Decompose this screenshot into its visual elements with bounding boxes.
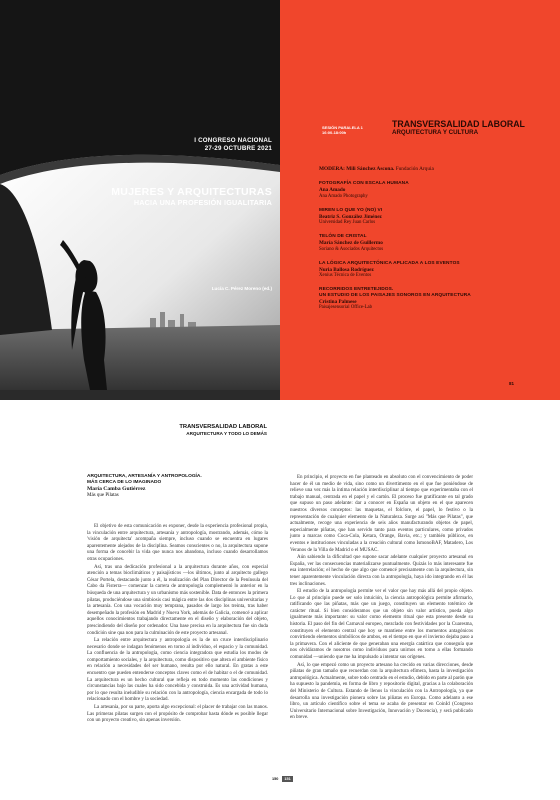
moderator (319, 166, 549, 172)
program-item-affiliation: Ana Amado Photography (319, 193, 368, 199)
program-list (319, 166, 549, 319)
session-label: SESIÓN PARALELA 1 (322, 125, 363, 130)
program-item-speaker: Nuria Ballosa Rodríguez (319, 266, 374, 273)
article-title-line2: MÁS CERCA DE LO IMAGINADO (87, 480, 162, 486)
program-item (319, 261, 549, 279)
program-item-affiliation: Xeníus Técnica de Eventos (319, 273, 372, 279)
program-item (319, 181, 549, 199)
page-number-left: 150 (272, 777, 279, 781)
program-item-affiliation: Universidad Rey Juan Carlos (319, 220, 376, 226)
session-heading-main: TRANSVERSALIDAD LABORAL (392, 119, 525, 129)
editor-credit: Lucía C. Pérez Moreno (ed.) (211, 286, 272, 291)
body-paragraph: La artesanía, por su parte, aporta algo excepcional: el placer de trabajar con las manos. Las primeras pilatas surgen con el propósito de comprobar hasta dónde es posible llegar con un proyecto creativo, sin apenas inversión. (87, 705, 268, 724)
session-tag (322, 125, 363, 135)
article-affiliation: Más que Pilatas (87, 493, 119, 499)
session-heading (392, 119, 525, 137)
article-author: María Camba Gutiérrez (87, 486, 146, 493)
moderator-name: Mili Sánchez Ascona. (346, 166, 395, 172)
program-item-speaker: Beatriz S. González Jiménez (319, 213, 382, 220)
congress-label: I CONGRESO NACIONAL (194, 137, 272, 144)
body-paragraph: En principio, el proyecto en fue planteado en absoluto con el convencimiento de poder hacer de él un medio de vida, sino como un divertimento en el que fue poniéndose de relieve una vez más la íntima relación interdisciplinar al tiempo que experimentaba con el trabajo manual, centrada en el papel y el cartón. El proceso fue gratificante en tal grado que supuso un paso adelante: dar a conocer en España un objeto en el que aparecen nuestros diversos conceptos: las maquetas, el folclore, el papel, lo festivo o la representación de cualquier elemento de la Naturaleza. Surge así "Más que Pilatas", que actualmente, recoge una experiencia de seis años manufacturando objetos de papel, especialmente piñatas, que han servido tanto para eventos particulares, como privados junto a marcas como Coca-Cola, Ketara, Orange, Bavia, etc.; y también públicos, en eventos e instituciones vinculadas a la creación cultural como IsmonoBAF, Matadero, Los Veranos de la Villa de Madrid o el MUSAC. (290, 475, 473, 553)
article-title: ARQUITECTURA, ARTESANÍA Y ANTROPOLOGÍA. (87, 474, 202, 479)
program-item-title: FOTOGRAFÍA CON ESCALA HUMANA (319, 181, 409, 187)
program-item-title: TELÓN DE CRISTAL (319, 234, 367, 240)
program-item (319, 208, 549, 226)
program-item-speaker: María Sánchez de Guillermo (319, 240, 383, 247)
page-numbers (270, 776, 293, 782)
program-item-title: MIREN LO QUE YO (NO) VI (319, 207, 383, 213)
article-column-left (87, 524, 268, 726)
body-paragraph: El objetivo de esta comunicación es exponer, desde la experiencia profesional propia, la vinculación entre arquitectura, artesanía y antropología, mostrando, además, cómo la 'visión de arquitecta' acompaña siempre, incluso cuando se encuentra en lugares aparentemente alejados de la disciplina. Seamos conscientes o no, la arquitectura supone una forma de concebir la vida que nunca nos abandona, incluso cuando desarrollamos otras ocupaciones. (87, 524, 268, 562)
session-heading-sub: ARQUITECTURA Y CULTURA (392, 129, 479, 136)
cover-photo (0, 0, 280, 400)
moderator-label: MODERA: (319, 166, 345, 172)
running-head (179, 424, 267, 437)
program-item (319, 287, 549, 311)
hero-title (111, 186, 272, 207)
program-item-title: LA LÓGICA ARQUITECTÓNICA APLICADA A LOS EVENTOS (319, 260, 460, 266)
article-header (87, 474, 267, 500)
program-item-affiliation: Paisajesensorial Office-Lab (319, 305, 373, 311)
body-paragraph: La relación entre arquitectura y antropología es la de un cruce interdisciplinario necesario donde se indagan fenómenos en torno al individuo, el espacio y la comunidad. La confluencia de la antropología, como ciencia integradora que estudia los modos de comportamiento sociales, y la arquitectura, como dispositivo que altera el ambiente físico en relación a necesidades del ser humano, resulta por ello natural. En gratas a este encuentro que pueden entenderse conceptos claves como el de habitar o el de comunidad. La arquitectura es un hecho cultural que refleja en todo momento las condiciones y circunstancias bajo las cuales ha sido concebida y construida. Es una actividad humana, por lo que resulta ineludible su relación con la antropología, ciencia encargada de todo lo relacionado con el hombre y la sociedad. (87, 638, 268, 703)
page-number-right: 151 (284, 777, 291, 781)
congress-date: 27-29 OCTUBRE 2021 (204, 145, 272, 153)
running-head-sub: ARQUITECTURA Y TODO LO DEMÁS (186, 431, 267, 436)
body-paragraph: Aún sabiendo la dificultad que supone sacar adelante cualquier proyecto artesanal en España, ver las consecuencias materializarse puntualmente. Quizás lo más interesante fue esa interrelación; el hecho de que algo que comencé precisamente con la arquitectura, sin tener aparentemente vinculación directa con la antropología, haya ido integrando en él las tres inclinaciones. (290, 555, 473, 587)
hero-title-main: MUJERES Y ARQUITECTURAS (111, 186, 272, 198)
congress-dates (194, 137, 272, 153)
program-item-title: RECORRIDOS ENTRETEJIDOS. (319, 287, 394, 293)
program-item (319, 234, 549, 252)
program-item-affiliation: Soriano & Asociados Arquitectos (319, 246, 384, 252)
running-head-main: TRANSVERSALIDAD LABORAL (179, 424, 267, 430)
page-number-81: 81 (508, 381, 514, 386)
program-item-speaker: Ana Amado (319, 187, 346, 194)
article-column-right (290, 475, 473, 723)
session-time: 16:00-18:00h (322, 130, 347, 135)
program-item-speaker: Cristina Palmese (319, 299, 357, 306)
body-paragraph: El estudio de la antropología permite ver el valor que hay más allá del propio objeto. Lo que al principio puede ser solo intuición, la ciencia antropológica permite afirmarlo, ratificando que las piñatas, más que un juego, constituyen un elemento totémico de carácter ritual. Si bien consideramos que un objeto sin valor artístico, pueda algo igualmente más importante: su valor como elemento ritual que esta presente desde su historia. El paso del fin del Carnaval europeo, mezclado con festividades por la Cuaresma, constituyen el elemento central que hoy se mantiene entre los momentos antagónicos convirtiendo elementos simbólicos de ambos, en el tiempo en que el invierno dejaba paso a la primavera. Con el aliciente de que generaban una energía catártica que conseguía que nos olvidáramos de nosotros como individuos para unirnos en torno a ellas formando comunidad —uniendo que me ha impulsado a intentar sus orígenes. (290, 589, 473, 661)
program-item-title-line2: UN ESTUDIO DE LOS PAISAJES SONOROS EN ARQUITECTURA (319, 293, 471, 299)
moderator-affiliation: Fundación Arquia (395, 166, 434, 172)
body-paragraph: Así, lo que empezó como un proyecto artesano ha crecido en varias direcciones, desde piñatas de gran tamaño que recuerdan con la arquitectura efímera, hasta la investigación antropológica. Actualmente, sobre todo centrado en el estudio, debido en parte al parón que ha supuesto la pandemia, en forma de libro y repositorio digital, gracias a la colaboración del Ministerio de Cultura. Estando de llenos la vinculación con la Antropología, ya que desarrolla una investigación pionera sobre las piñatas en Europa. Como adelanto a ese libro, un artículo científico sobre el tema se acaba de presentar en CoinId (Congreso Universitario Internacional sobre Investigación, Innovación y Docencia), y será publicado en breve. (290, 662, 473, 721)
body-paragraph: Así, tras una dedicación profesional a la arquitectura durante años, con especial atención a temas bioclimáticos y paisajísticos —los últimos, junto al arquitecto gallego César Portela, destacando junto a él, la realización del Plan Director de la Península del Cabo da Fisterra— comenzar la carrera de antropología complementó lo anterior en la búsqueda de una arquitectura y un urbanismo más sostenible. Data de entonces la primera pilatas, produciéndose una simbiosis casi mágica entre las dos disciplinas universitarias y la artesanía. Con una vocación muy temprana, pasados de largo los treinta, tras haber desempeñado la profesión en Madrid y Nueva York, además de Galicia, comencé a aplicar aquellos conocimientos trabajando directamente en el diseño y elaboración del objeto, prescindiendo del diseño por ordenador. Una base precisa en la arquitectura fue sin duda condición sine qua non para la culminación de este proyecto artesanal. (87, 564, 268, 636)
hero-title-sub: HACIA UNA PROFESIÓN IGUALITARIA (133, 198, 272, 207)
